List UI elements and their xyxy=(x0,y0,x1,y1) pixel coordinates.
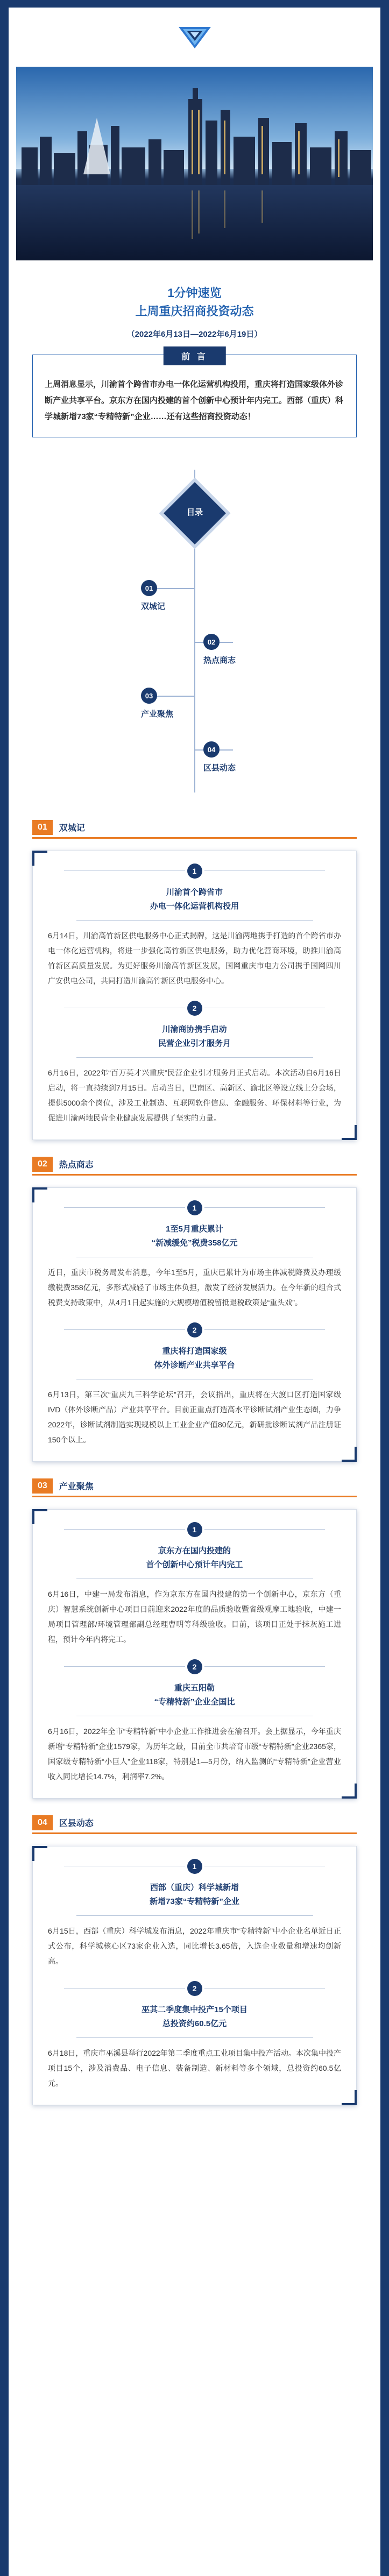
headline xyxy=(9,260,380,339)
item-body: 6月16日，中建一局发布消息，作为京东方在国内投建的第一个创新中心，京东方（重庆）智慧系统创新中心项目日前迎来2022年度的品质验收暨省级观摩工地验收，中建一局项目管理部/环境管理部副总经理曹明等科级验收。目前，该项目正处于抹灰施工进程，预计今年内将完工。 xyxy=(48,1590,341,1644)
section-01 xyxy=(32,817,357,1140)
section-name: 区县动态 xyxy=(59,1819,94,1828)
item-title-line: 重庆将打造国家级 xyxy=(162,1347,227,1356)
news-item xyxy=(43,1200,346,1310)
item-marker xyxy=(43,1521,346,1538)
section-card xyxy=(32,1187,357,1462)
section-03 xyxy=(32,1476,357,1799)
item-title-line: “新减缓免”税费358亿元 xyxy=(151,1239,238,1248)
news-item xyxy=(43,1980,346,2091)
item-marker xyxy=(43,1858,346,1874)
item-body: 6月14日，川渝高竹新区供电服务中心正式揭牌，这是川渝两地携手打造的首个跨省市办电一体化运营机构，将进一步强化高竹新区供电服务，助力优化营商环境，助推川渝高竹新区高质量发展。为更好服务川渝高竹新区发展，国网重庆市电力公司携手国网四川广安供电公司，共同打造川渝高竹新区供电服务中心。 xyxy=(48,931,341,985)
preface-tab: 前 言 xyxy=(163,346,225,365)
headline-line-2: 上周重庆招商投资动态 xyxy=(135,305,254,318)
item-title-line: “专精特新”企业全国比 xyxy=(154,1697,235,1707)
triangle-logo-icon xyxy=(178,25,212,49)
toc-item-label: 产业聚焦 xyxy=(141,710,174,719)
item-marker xyxy=(43,1659,346,1675)
section-card xyxy=(32,1509,357,1799)
item-title xyxy=(43,1881,346,1909)
toc-item-num: 01 xyxy=(141,580,157,596)
table-of-contents xyxy=(9,448,380,803)
news-item xyxy=(43,1521,346,1647)
headline-line-1: 1分钟速览 xyxy=(167,286,222,300)
item-marker xyxy=(43,1200,346,1216)
section-02 xyxy=(32,1154,357,1462)
section-number: 01 xyxy=(32,820,53,835)
section-name: 热点商志 xyxy=(59,1160,94,1170)
item-divider xyxy=(76,1915,313,1916)
item-title xyxy=(43,1023,346,1051)
item-title-line: 新增73家“专精特新”企业 xyxy=(150,1897,239,1906)
item-divider xyxy=(76,2037,313,2038)
item-body: 6月16日，2022年“百万英才兴重庆”民营企业引才服务月正式启动。本次活动自6月16日启动，将一直持续到7月15日。启动当日，巴南区、高新区、渝北区等设立线上分会场，提供5000余个岗位，涉及工业制造、互联网软件信息、金融服务、环保材料等行业，为促进川渝两地民营企业健康发展提供了坚实的力量。 xyxy=(48,1068,341,1122)
toc-item-num: 04 xyxy=(203,741,220,758)
item-divider xyxy=(76,1057,313,1058)
preface-box xyxy=(32,352,357,437)
item-title-line: 巫其二季度集中投产15个项目 xyxy=(142,2005,247,2014)
item-title xyxy=(43,1681,346,1709)
item-number: 1 xyxy=(187,1522,202,1537)
item-body: 6月16日，2022年全市“专精特新”中小企业工作推进会在渝召开。会上据显示，今年重庆新增“专精特新”企业1579家，为历年之最，目前全市共培育市级“专精特新”企业2365家，国家级专精特新“小巨人”企业118家，特别是1—5月份，纳入监测的“专精特新”企业营业收入同比增长14.7%，利润率7.2%。 xyxy=(48,1727,341,1781)
section-card xyxy=(32,1846,357,2105)
item-title-line: 总投资约60.5亿元 xyxy=(162,2019,227,2028)
section-header xyxy=(32,1476,357,1497)
item-title-line: 川渝商协携手启动 xyxy=(162,1025,227,1034)
item-title-line: 川渝首个跨省市 xyxy=(166,888,223,897)
item-title xyxy=(43,1222,346,1250)
item-marker xyxy=(43,1322,346,1338)
section-header xyxy=(32,1813,357,1834)
item-title-line: 体外诊断产业共享平台 xyxy=(154,1361,235,1370)
item-body: 6月13日，第三次“重庆九三科学论坛”召开，会议指出，重庆将在大渡口区打造国家级IVD（体外诊断产品）产业共享平台。目前正重点打造高水平诊断试剂产业生态圈，力争2022年，诊断试剂制造实现规模以上工业企业产值80亿元，新研批诊断试剂产品注册证150个以上。 xyxy=(48,1390,341,1444)
date-range: （2022年6月13日—2022年6月19日） xyxy=(126,330,263,339)
logo-area xyxy=(9,8,380,67)
section-header xyxy=(32,1154,357,1176)
item-title xyxy=(43,886,346,914)
toc-item-label: 双城记 xyxy=(141,602,166,611)
toc-item-num: 02 xyxy=(203,634,220,650)
toc-label: 目录 xyxy=(186,508,203,517)
item-marker xyxy=(43,1980,346,1997)
news-item xyxy=(43,1000,346,1126)
section-number: 02 xyxy=(32,1157,53,1172)
item-number: 1 xyxy=(187,1200,202,1215)
item-title-line: 重庆五阳勒 xyxy=(174,1683,215,1693)
item-marker xyxy=(43,1000,346,1016)
toc-item-2[interactable] xyxy=(203,634,236,666)
item-title xyxy=(43,1544,346,1572)
section-number: 04 xyxy=(32,1815,53,1830)
article-frame xyxy=(9,8,380,2576)
item-body: 6月15日，西部（重庆）科学城发布消息，2022年重庆市“专精特新”中小企业名单近日正式公布，科学城核心区73家企业入选，同比增长3.65倍，入选企业数量和增速均创新高。 xyxy=(48,1927,341,1965)
item-title-line: 西部（重庆）科学城新增 xyxy=(150,1883,239,1892)
section-number: 03 xyxy=(32,1478,53,1494)
skyline-illustration xyxy=(16,67,373,260)
news-item xyxy=(43,1858,346,1969)
section-card xyxy=(32,851,357,1140)
item-body: 近日，重庆市税务局发布消息，今年1至5月，重庆已累计为市场主体减税降费及办理缓缴税费358亿元，多形式减轻了市场主体负担，激发了经济发展活力。在今年新的组合式税费支持政策中，从4月1日起实施的大规模增值税留抵退税政策是“重头戏”。 xyxy=(48,1268,341,1307)
toc-item-3[interactable] xyxy=(141,688,173,719)
section-04 xyxy=(32,1813,357,2105)
item-title-line: 民营企业引才服务月 xyxy=(158,1039,231,1048)
item-number: 2 xyxy=(187,1981,202,1996)
toc-item-label: 区县动态 xyxy=(203,763,236,773)
item-number: 2 xyxy=(187,1659,202,1674)
city-skyline-image xyxy=(16,67,373,260)
item-title-line: 1至5月重庆累计 xyxy=(166,1225,223,1234)
item-number: 1 xyxy=(187,864,202,879)
toc-item-label: 热点商志 xyxy=(203,656,236,665)
item-title xyxy=(43,1344,346,1372)
item-title xyxy=(43,2003,346,2031)
preface-text: 上周消息显示，川渝首个跨省市办电一体化运营机构投用，重庆将打造国家级体外诊断产业共享平台。京东方在国内投建的首个创新中心预计年内完工。西部（重庆）科学城新增73家“专精特新”企业……还有这些招商投资动态！ xyxy=(45,380,344,421)
section-name: 产业聚焦 xyxy=(59,1482,94,1491)
toc-item-num: 03 xyxy=(141,688,157,704)
section-name: 双城记 xyxy=(59,824,85,833)
item-divider xyxy=(76,920,313,921)
item-marker xyxy=(43,863,346,879)
item-title-line: 京东方在国内投建的 xyxy=(158,1546,231,1555)
item-number: 2 xyxy=(187,1322,202,1337)
toc-item-4[interactable] xyxy=(203,741,236,773)
toc-item-1[interactable] xyxy=(141,580,165,612)
news-item xyxy=(43,1659,346,1784)
item-number: 2 xyxy=(187,1001,202,1016)
item-title-line: 首个创新中心预计年内完工 xyxy=(146,1560,243,1569)
item-title-line: 办电一体化运营机构投用 xyxy=(150,902,239,911)
item-number: 1 xyxy=(187,1859,202,1874)
news-item xyxy=(43,1322,346,1447)
item-body: 6月18日，重庆市巫溪县举行2022年第二季度重点工业项目集中投产活动。本次集中投产项目15个，涉及消费品、电子信息、装备制造、新材料等多个领域，总投资约60.5亿元。 xyxy=(48,2049,341,2087)
section-header xyxy=(32,817,357,839)
news-item xyxy=(43,863,346,988)
